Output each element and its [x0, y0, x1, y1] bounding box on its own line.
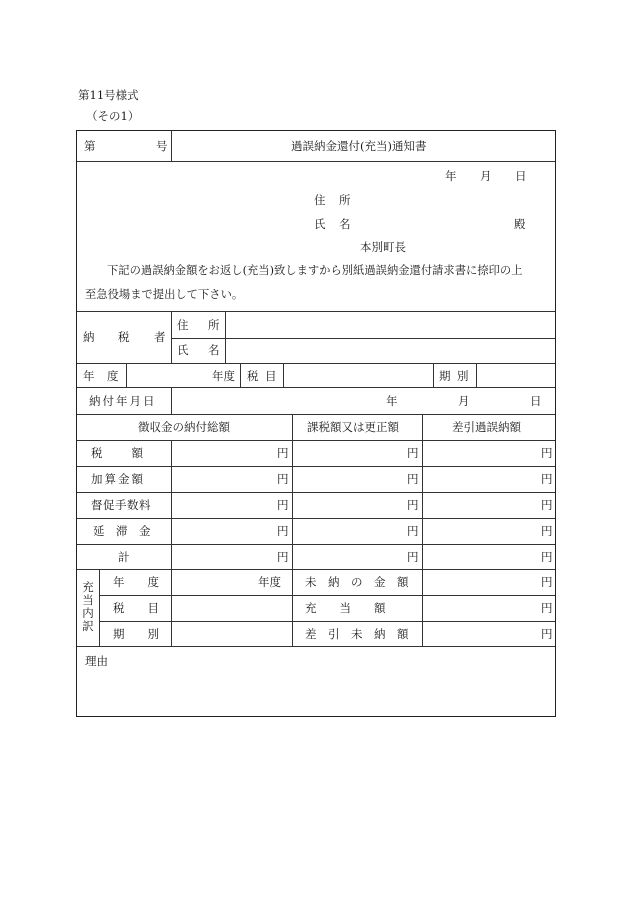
- payment-date-day: 日: [530, 394, 542, 408]
- taxpayer-label-2: 税: [118, 330, 130, 344]
- row-tax-paid-unit: 円: [277, 446, 289, 460]
- date-month: 月: [480, 169, 492, 183]
- allocation-tax-item-label: 税 目: [113, 601, 159, 615]
- recipient-name-label-2: 名: [339, 217, 351, 231]
- honorific: 殿: [514, 217, 526, 231]
- document-title: 過誤納金還付(充当)通知書: [291, 139, 427, 153]
- reason-label: 理由: [85, 654, 108, 668]
- date-day: 日: [515, 169, 527, 183]
- taxpayer-address-label-2: 所: [208, 318, 220, 332]
- allocation-applied-label: 充 当 額: [305, 601, 386, 615]
- tax-item-label-2: 目: [265, 369, 277, 383]
- taxpayer-name-label-1: 氏: [177, 343, 189, 357]
- row-label-demand-fee: 督促手数料: [91, 498, 151, 512]
- row-late-fee-paid-unit: 円: [277, 524, 289, 538]
- year-label-2: 度: [107, 369, 119, 383]
- row-demand-fee-assessed-unit: 円: [407, 498, 419, 512]
- row-label-total: 計: [118, 550, 130, 564]
- year-label-1: 年: [83, 369, 95, 383]
- notice-form: [76, 130, 556, 717]
- allocation-year-unit: 年度: [258, 575, 281, 589]
- allocation-remaining-unit: 円: [541, 627, 553, 641]
- row-surcharge-overpaid-unit: 円: [541, 472, 553, 486]
- row-tax-overpaid-unit: 円: [541, 446, 553, 460]
- header-overpaid-amount: 差引過誤納額: [452, 420, 521, 434]
- number-label-last: 号: [156, 139, 168, 153]
- part-number: （その1）: [86, 109, 140, 123]
- form-number: 第11号様式: [78, 88, 139, 102]
- row-demand-fee-paid-unit: 円: [277, 498, 289, 512]
- taxpayer-label-3: 者: [154, 330, 166, 344]
- tax-item-label-1: 税: [247, 369, 259, 383]
- payment-date-label: 納付年月日: [89, 394, 157, 408]
- date-year: 年: [445, 169, 457, 183]
- taxpayer-address-label-1: 住: [177, 318, 189, 332]
- recipient-address-label-1: 住: [314, 193, 326, 207]
- allocation-period-label: 期 別: [113, 627, 159, 641]
- row-surcharge-paid-unit: 円: [277, 472, 289, 486]
- period-label-2: 別: [457, 369, 469, 383]
- taxpayer-label-1: 納: [83, 330, 95, 344]
- row-tax-assessed-unit: 円: [407, 446, 419, 460]
- recipient-address-label-2: 所: [339, 193, 351, 207]
- payment-date-year: 年: [386, 394, 398, 408]
- header-total-paid: 徴収金の納付総額: [138, 420, 230, 434]
- row-total-assessed-unit: 円: [407, 550, 419, 564]
- message-line-1: 下記の過誤納金額をお返し(充当)致しますから別紙過誤納金還付請求書に捺印の上: [107, 264, 523, 277]
- row-label-surcharge: 加算金額: [91, 472, 145, 486]
- number-label-first: 第: [84, 139, 96, 153]
- taxpayer-name-label-2: 名: [208, 343, 220, 357]
- row-surcharge-assessed-unit: 円: [407, 472, 419, 486]
- recipient-name-label-1: 氏: [314, 217, 326, 231]
- header-assessed-amount: 課税額又は更正額: [307, 420, 399, 434]
- row-total-paid-unit: 円: [277, 550, 289, 564]
- allocation-unpaid-label: 未 納 の 金 額: [305, 575, 409, 589]
- allocation-unpaid-unit: 円: [541, 575, 553, 589]
- row-label-late-fee: 延 滞 金: [93, 524, 151, 538]
- row-demand-fee-overpaid-unit: 円: [541, 498, 553, 512]
- allocation-applied-unit: 円: [541, 601, 553, 615]
- row-total-overpaid-unit: 円: [541, 550, 553, 564]
- payment-date-month: 月: [458, 394, 470, 408]
- allocation-vertical-label: 充 当 内 訳: [82, 580, 94, 633]
- allocation-remaining-label: 差 引 未 納 額: [305, 627, 409, 641]
- allocation-year-label: 年 度: [113, 575, 159, 589]
- row-late-fee-overpaid-unit: 円: [541, 524, 553, 538]
- fiscal-year-unit: 年度: [212, 369, 235, 383]
- issuer: 本別町長: [360, 240, 406, 254]
- row-label-tax: 税 額: [91, 446, 145, 460]
- message-line-2: 至急役場まで提出して下さい。: [85, 288, 244, 301]
- row-late-fee-assessed-unit: 円: [407, 524, 419, 538]
- period-label-1: 期: [439, 369, 451, 383]
